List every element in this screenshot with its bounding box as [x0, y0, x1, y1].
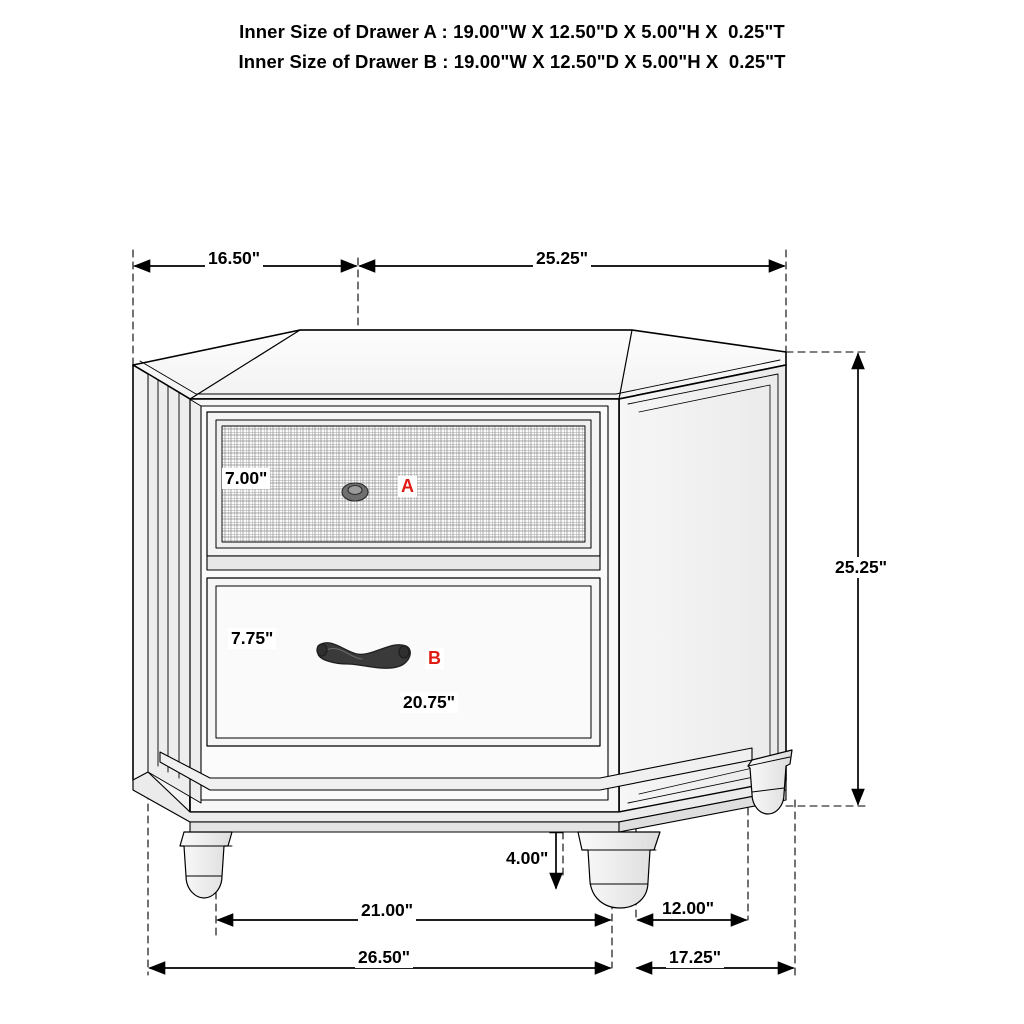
drawer-b-inner-size-text: Inner Size of Drawer B : 19.00"W X 12.50"D X 5.00"H X 0.25"T [238, 51, 786, 72]
label-drawer-b-height: 7.75" [228, 628, 276, 649]
drawer-a-inner-size-text: Inner Size of Drawer A : 19.00"W X 12.50"D X 5.00"H X 0.25"T [239, 21, 785, 42]
label-drawer-b-marker: B [425, 648, 444, 669]
label-drawer-a-height: 7.00" [222, 468, 270, 489]
label-drawer-b-width: 20.75" [400, 692, 458, 713]
label-top-right-depth: 25.25" [533, 248, 591, 269]
label-overall-width: 26.50" [355, 947, 413, 968]
label-leg-height: 4.00" [503, 848, 551, 869]
label-front-inner-width: 21.00" [358, 900, 416, 921]
label-overall-height: 25.25" [832, 557, 890, 578]
label-side-inner-depth: 12.00" [659, 898, 717, 919]
label-overall-depth: 17.25" [666, 947, 724, 968]
label-top-left-width: 16.50" [205, 248, 263, 269]
label-drawer-a-marker: A [398, 476, 417, 497]
